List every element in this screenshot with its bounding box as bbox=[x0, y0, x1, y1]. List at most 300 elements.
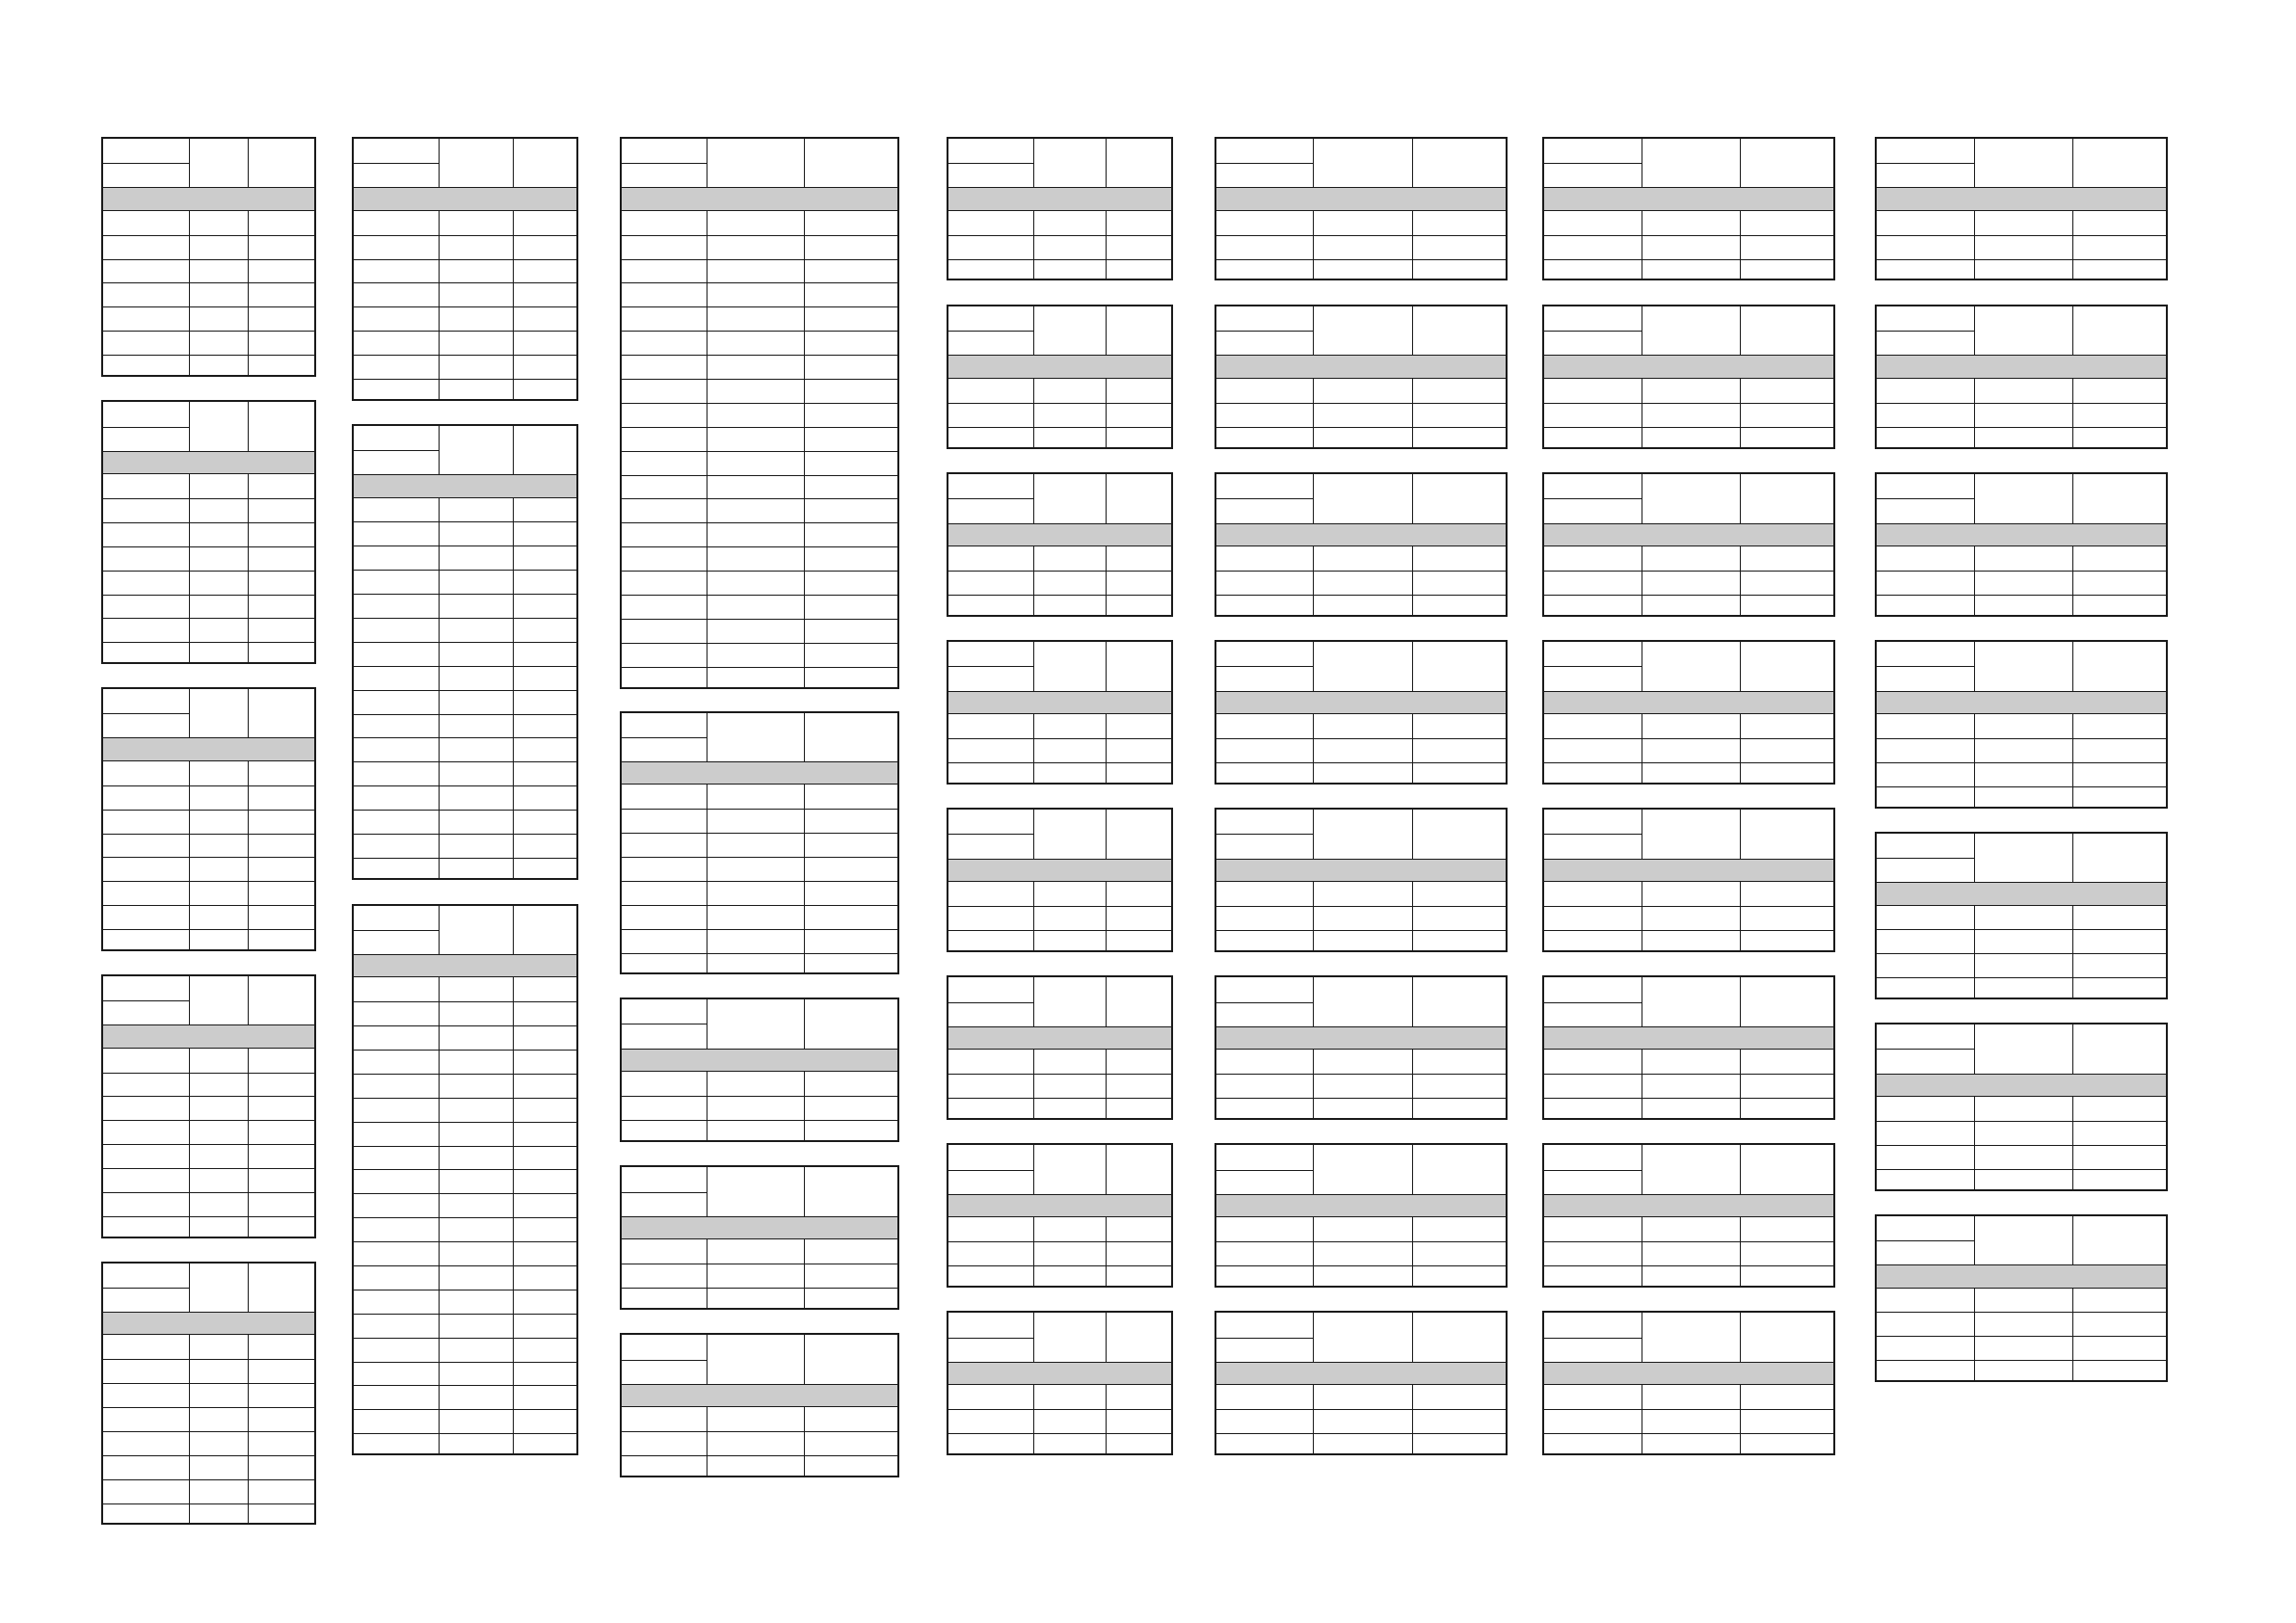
grid-table-c3-t2 bbox=[620, 711, 899, 975]
table-row-divider bbox=[103, 1144, 314, 1145]
column-divider bbox=[1313, 882, 1314, 950]
grid-table-c7-t2 bbox=[1875, 305, 2168, 448]
grid-table-c5-t2 bbox=[1215, 305, 1508, 448]
table-row-divider bbox=[1877, 953, 2166, 954]
column-divider bbox=[1106, 642, 1107, 690]
table-row-divider bbox=[103, 235, 314, 236]
table-row-divider bbox=[622, 498, 897, 499]
column-divider bbox=[1740, 882, 1741, 950]
table-row-divider bbox=[103, 1096, 314, 1097]
section-band bbox=[103, 451, 314, 474]
table-row-divider bbox=[354, 666, 576, 667]
column-divider bbox=[1313, 642, 1314, 690]
table-row-divider bbox=[622, 259, 897, 260]
column-divider bbox=[513, 139, 514, 187]
section-band bbox=[354, 954, 576, 977]
column-divider bbox=[2072, 714, 2073, 807]
header-subdivider bbox=[948, 331, 1034, 332]
table-row-divider bbox=[1216, 571, 1506, 572]
column-divider bbox=[1313, 714, 1314, 783]
table-row-divider bbox=[948, 571, 1171, 572]
column-divider bbox=[1033, 642, 1034, 690]
table-row-divider bbox=[622, 331, 897, 332]
table-row-divider bbox=[948, 762, 1171, 763]
grid-table-c6-t5 bbox=[1542, 808, 1835, 951]
table-row-divider bbox=[103, 810, 314, 811]
column-divider bbox=[1974, 546, 1975, 615]
table-row-divider bbox=[354, 618, 576, 619]
header-subdivider bbox=[1544, 163, 1642, 164]
column-divider bbox=[2072, 211, 2073, 279]
section-band bbox=[622, 187, 897, 210]
header-subdivider bbox=[622, 737, 707, 738]
header-subdivider bbox=[1877, 1240, 1974, 1241]
section-band bbox=[1216, 1026, 1506, 1050]
grid-table-c7-t4 bbox=[1875, 640, 2168, 808]
column-divider bbox=[248, 976, 249, 1024]
grid-table-c4-t8 bbox=[947, 1311, 1173, 1454]
table-row-divider bbox=[103, 1120, 314, 1121]
table-row-divider bbox=[354, 521, 576, 522]
table-row-divider bbox=[354, 1050, 576, 1051]
column-divider bbox=[1106, 977, 1107, 1025]
column-divider bbox=[248, 1049, 249, 1237]
table-row-divider bbox=[354, 355, 576, 356]
section-band bbox=[354, 474, 576, 497]
grid-table-c5-t4 bbox=[1215, 640, 1508, 784]
table-row-divider bbox=[948, 235, 1171, 236]
table-row-divider bbox=[1216, 930, 1506, 931]
table-row-divider bbox=[1877, 738, 2166, 739]
grid-table-c1-t2 bbox=[101, 400, 316, 664]
column-divider bbox=[189, 139, 190, 187]
table-row-divider bbox=[103, 1168, 314, 1169]
header-subdivider bbox=[1877, 163, 1974, 164]
table-row-divider bbox=[622, 427, 897, 428]
header-subdivider bbox=[948, 1338, 1034, 1339]
table-row-divider bbox=[1877, 1145, 2166, 1146]
grid-table-c6-t7 bbox=[1542, 1143, 1835, 1287]
column-divider bbox=[1412, 139, 1413, 187]
section-band bbox=[1544, 523, 1833, 546]
header-subdivider bbox=[948, 163, 1034, 164]
column-divider bbox=[1033, 211, 1034, 279]
column-divider bbox=[513, 211, 514, 399]
header-subdivider bbox=[1877, 666, 1974, 667]
table-row-divider bbox=[354, 1433, 576, 1434]
table-row-divider bbox=[1216, 1409, 1506, 1410]
table-row-divider bbox=[354, 331, 576, 332]
header-subdivider bbox=[1216, 834, 1314, 835]
table-row-divider bbox=[622, 1455, 897, 1456]
column-divider bbox=[2072, 834, 2073, 882]
table-row-divider bbox=[354, 1409, 576, 1410]
table-row-divider bbox=[103, 1455, 314, 1456]
header-subdivider bbox=[1544, 1338, 1642, 1339]
section-band bbox=[948, 1362, 1171, 1385]
column-divider bbox=[804, 785, 805, 972]
section-band bbox=[103, 1024, 314, 1048]
column-divider bbox=[1033, 1145, 1034, 1193]
table-row-divider bbox=[103, 306, 314, 307]
column-divider bbox=[513, 906, 514, 954]
header-subdivider bbox=[1544, 1002, 1642, 1003]
column-divider bbox=[439, 906, 440, 954]
table-row-divider bbox=[103, 881, 314, 882]
table-row-divider bbox=[622, 595, 897, 596]
grid-table-c4-t4 bbox=[947, 640, 1173, 784]
header-subdivider bbox=[1216, 1002, 1314, 1003]
section-band bbox=[1544, 691, 1833, 714]
column-divider bbox=[1974, 1289, 1975, 1381]
table-row-divider bbox=[1544, 738, 1833, 739]
column-divider bbox=[439, 211, 440, 399]
table-row-divider bbox=[622, 881, 897, 882]
column-divider bbox=[2072, 1289, 2073, 1381]
column-divider bbox=[1412, 306, 1413, 355]
column-divider bbox=[1313, 1385, 1314, 1453]
section-band bbox=[1877, 187, 2166, 210]
column-divider bbox=[1740, 1313, 1741, 1361]
header-subdivider bbox=[622, 163, 707, 164]
table-row-divider bbox=[354, 259, 576, 260]
column-divider bbox=[1033, 1050, 1034, 1118]
table-row-divider bbox=[103, 595, 314, 596]
column-divider bbox=[804, 139, 805, 187]
column-divider bbox=[1106, 546, 1107, 615]
table-row-divider bbox=[103, 571, 314, 572]
table-row-divider bbox=[1216, 1265, 1506, 1266]
table-row-divider bbox=[948, 906, 1171, 907]
column-divider bbox=[1313, 211, 1314, 279]
table-row-divider bbox=[354, 545, 576, 546]
table-row-divider bbox=[948, 595, 1171, 596]
grid-table-c4-t1 bbox=[947, 137, 1173, 280]
column-divider bbox=[1106, 1050, 1107, 1118]
header-subdivider bbox=[1216, 1170, 1314, 1171]
table-row-divider bbox=[1877, 1336, 2166, 1337]
column-divider bbox=[1740, 306, 1741, 355]
table-row-divider bbox=[103, 857, 314, 858]
grid-table-c7-t5 bbox=[1875, 832, 2168, 999]
table-row-divider bbox=[948, 1433, 1171, 1434]
table-row-divider bbox=[103, 1407, 314, 1408]
table-row-divider bbox=[103, 546, 314, 547]
table-row-divider bbox=[1544, 1098, 1833, 1099]
table-row-divider bbox=[103, 905, 314, 906]
column-divider bbox=[1974, 211, 1975, 279]
table-row-divider bbox=[622, 905, 897, 906]
column-divider bbox=[1033, 474, 1034, 522]
section-band bbox=[1544, 1362, 1833, 1385]
table-row-divider bbox=[622, 306, 897, 307]
section-band bbox=[948, 1026, 1171, 1050]
header-subdivider bbox=[1216, 1338, 1314, 1339]
grid-table-c6-t4 bbox=[1542, 640, 1835, 784]
column-divider bbox=[2072, 1216, 2073, 1264]
section-band bbox=[622, 1384, 897, 1407]
column-divider bbox=[1412, 1050, 1413, 1118]
column-divider bbox=[1740, 810, 1741, 858]
column-divider bbox=[1313, 1145, 1314, 1193]
table-row-divider bbox=[354, 714, 576, 715]
column-divider bbox=[1106, 1385, 1107, 1453]
section-band bbox=[622, 1216, 897, 1239]
table-row-divider bbox=[1877, 403, 2166, 404]
column-divider bbox=[804, 1407, 805, 1476]
column-divider bbox=[1033, 546, 1034, 615]
header-subdivider bbox=[948, 1002, 1034, 1003]
column-divider bbox=[1740, 474, 1741, 522]
grid-table-c7-t7 bbox=[1875, 1214, 2168, 1382]
section-band bbox=[103, 187, 314, 210]
header-subdivider bbox=[1877, 331, 1974, 332]
section-band bbox=[948, 523, 1171, 546]
column-divider bbox=[1033, 1313, 1034, 1361]
table-row-divider bbox=[622, 379, 897, 380]
table-row-divider bbox=[622, 571, 897, 572]
column-divider bbox=[1974, 1097, 1975, 1189]
column-divider bbox=[1974, 1024, 1975, 1073]
section-band bbox=[1877, 355, 2166, 378]
column-divider bbox=[1106, 1145, 1107, 1193]
column-divider bbox=[1412, 714, 1413, 783]
table-row-divider bbox=[354, 1074, 576, 1075]
table-row-divider bbox=[354, 858, 576, 859]
table-row-divider bbox=[1544, 571, 1833, 572]
table-row-divider bbox=[103, 1359, 314, 1360]
table-row-divider bbox=[354, 1001, 576, 1002]
table-row-divider bbox=[354, 235, 576, 236]
table-row-divider bbox=[1216, 906, 1506, 907]
column-divider bbox=[1033, 714, 1034, 783]
table-row-divider bbox=[622, 475, 897, 476]
column-divider bbox=[189, 761, 190, 949]
column-divider bbox=[2072, 642, 2073, 690]
table-row-divider bbox=[622, 643, 897, 644]
section-band bbox=[1216, 355, 1506, 378]
table-row-divider bbox=[1877, 259, 2166, 260]
grid-table-c3-t5 bbox=[620, 1333, 899, 1477]
grid-table-c4-t7 bbox=[947, 1143, 1173, 1287]
table-row-divider bbox=[622, 403, 897, 404]
table-row-divider bbox=[354, 690, 576, 691]
header-subdivider bbox=[1216, 498, 1314, 499]
column-divider bbox=[1740, 1145, 1741, 1193]
grid-table-c5-t1 bbox=[1215, 137, 1508, 280]
grid-table-c6-t2 bbox=[1542, 305, 1835, 448]
table-row-divider bbox=[103, 1431, 314, 1432]
column-divider bbox=[1974, 379, 1975, 447]
table-row-divider bbox=[1877, 1121, 2166, 1122]
column-divider bbox=[1033, 1385, 1034, 1453]
column-divider bbox=[804, 1335, 805, 1383]
header-subdivider bbox=[1544, 498, 1642, 499]
column-divider bbox=[248, 402, 249, 450]
grid-table-c5-t7 bbox=[1215, 1143, 1508, 1287]
section-band bbox=[1544, 1026, 1833, 1050]
column-divider bbox=[1106, 882, 1107, 950]
column-divider bbox=[1313, 977, 1314, 1025]
table-row-divider bbox=[103, 1383, 314, 1384]
column-divider bbox=[1974, 642, 1975, 690]
table-row-divider bbox=[1544, 930, 1833, 931]
table-row-divider bbox=[103, 1479, 314, 1480]
grid-table-c3-t4 bbox=[620, 1165, 899, 1309]
section-band bbox=[622, 1049, 897, 1072]
table-row-divider bbox=[354, 1314, 576, 1315]
column-divider bbox=[189, 1049, 190, 1237]
table-row-divider bbox=[103, 1073, 314, 1074]
table-row-divider bbox=[103, 785, 314, 786]
column-divider bbox=[1313, 546, 1314, 615]
header-subdivider bbox=[103, 427, 189, 428]
column-divider bbox=[189, 1335, 190, 1523]
grid-table-c2-t2 bbox=[352, 424, 578, 880]
table-row-divider bbox=[622, 1096, 897, 1097]
table-row-divider bbox=[354, 1338, 576, 1339]
table-row-divider bbox=[1216, 762, 1506, 763]
section-band bbox=[948, 355, 1171, 378]
section-band bbox=[1544, 187, 1833, 210]
header-subdivider bbox=[622, 1360, 707, 1361]
column-divider bbox=[1313, 139, 1314, 187]
column-divider bbox=[1033, 882, 1034, 950]
table-row-divider bbox=[103, 1216, 314, 1217]
header-subdivider bbox=[103, 163, 189, 164]
grid-table-c5-t3 bbox=[1215, 472, 1508, 616]
table-row-divider bbox=[1544, 762, 1833, 763]
table-row-divider bbox=[948, 259, 1171, 260]
column-divider bbox=[804, 1072, 805, 1140]
grid-table-c3-t3 bbox=[620, 998, 899, 1141]
column-divider bbox=[2072, 1097, 2073, 1189]
column-divider bbox=[1412, 977, 1413, 1025]
column-divider bbox=[1740, 642, 1741, 690]
table-row-divider bbox=[354, 282, 576, 283]
column-divider bbox=[2072, 306, 2073, 355]
grid-table-c1-t4 bbox=[101, 974, 316, 1238]
table-row-divider bbox=[354, 594, 576, 595]
table-row-divider bbox=[103, 259, 314, 260]
table-row-divider bbox=[103, 498, 314, 499]
table-row-divider bbox=[1544, 1409, 1833, 1410]
table-row-divider bbox=[622, 282, 897, 283]
column-divider bbox=[248, 1264, 249, 1312]
column-divider bbox=[1740, 211, 1741, 279]
table-row-divider bbox=[354, 1169, 576, 1170]
grid-table-c3-t1 bbox=[620, 137, 899, 689]
section-band bbox=[1544, 1194, 1833, 1217]
column-divider bbox=[1412, 882, 1413, 950]
table-row-divider bbox=[1216, 259, 1506, 260]
column-divider bbox=[1740, 1217, 1741, 1286]
column-divider bbox=[189, 474, 190, 662]
grid-table-c2-t3 bbox=[352, 904, 578, 1456]
column-divider bbox=[1740, 379, 1741, 447]
column-divider bbox=[1313, 379, 1314, 447]
table-row-divider bbox=[622, 355, 897, 356]
table-row-divider bbox=[948, 930, 1171, 931]
table-row-divider bbox=[354, 761, 576, 762]
table-row-divider bbox=[1544, 1265, 1833, 1266]
header-subdivider bbox=[354, 930, 440, 931]
header-subdivider bbox=[1216, 666, 1314, 667]
header-subdivider bbox=[103, 713, 189, 714]
table-row-divider bbox=[1216, 403, 1506, 404]
table-row-divider bbox=[948, 738, 1171, 739]
table-row-divider bbox=[948, 1074, 1171, 1075]
column-divider bbox=[804, 713, 805, 761]
table-row-divider bbox=[354, 570, 576, 571]
column-divider bbox=[1974, 474, 1975, 522]
table-row-divider bbox=[1544, 595, 1833, 596]
table-row-divider bbox=[354, 785, 576, 786]
table-row-divider bbox=[1877, 1312, 2166, 1313]
table-row-divider bbox=[622, 619, 897, 620]
column-divider bbox=[1412, 1385, 1413, 1453]
column-divider bbox=[1740, 139, 1741, 187]
table-row-divider bbox=[103, 1503, 314, 1504]
table-row-divider bbox=[354, 1362, 576, 1363]
table-row-divider bbox=[1216, 1098, 1506, 1099]
column-divider bbox=[439, 498, 440, 878]
table-row-divider bbox=[1877, 929, 2166, 930]
column-divider bbox=[2072, 379, 2073, 447]
table-row-divider bbox=[1877, 235, 2166, 236]
column-divider bbox=[1313, 1050, 1314, 1118]
table-row-divider bbox=[103, 1192, 314, 1193]
column-divider bbox=[1106, 211, 1107, 279]
column-divider bbox=[248, 689, 249, 737]
table-row-divider bbox=[1216, 427, 1506, 428]
grid-table-c4-t6 bbox=[947, 975, 1173, 1119]
section-band bbox=[354, 187, 576, 210]
column-divider bbox=[2072, 546, 2073, 615]
column-divider bbox=[1974, 1216, 1975, 1264]
header-subdivider bbox=[948, 834, 1034, 835]
table-row-divider bbox=[622, 833, 897, 834]
section-band bbox=[1216, 187, 1506, 210]
header-subdivider bbox=[354, 450, 440, 451]
column-divider bbox=[1412, 1313, 1413, 1361]
section-band bbox=[1877, 523, 2166, 546]
column-divider bbox=[1106, 306, 1107, 355]
table-row-divider bbox=[354, 1193, 576, 1194]
grid-table-c6-t6 bbox=[1542, 975, 1835, 1119]
section-band bbox=[948, 1194, 1171, 1217]
table-row-divider bbox=[1877, 571, 2166, 572]
column-divider bbox=[1412, 546, 1413, 615]
table-row-divider bbox=[103, 929, 314, 930]
table-row-divider bbox=[354, 1146, 576, 1147]
column-divider bbox=[1974, 714, 1975, 807]
header-subdivider bbox=[948, 1170, 1034, 1171]
table-row-divider bbox=[354, 306, 576, 307]
header-subdivider bbox=[1216, 331, 1314, 332]
table-row-divider bbox=[1877, 427, 2166, 428]
table-row-divider bbox=[622, 929, 897, 930]
header-subdivider bbox=[1544, 331, 1642, 332]
header-subdivider bbox=[1544, 834, 1642, 835]
table-row-divider bbox=[1544, 1074, 1833, 1075]
column-divider bbox=[1412, 1217, 1413, 1286]
column-divider bbox=[804, 1239, 805, 1308]
table-row-divider bbox=[1544, 259, 1833, 260]
grid-table-c4-t3 bbox=[947, 472, 1173, 616]
table-row-divider bbox=[1877, 786, 2166, 787]
grid-table-c7-t3 bbox=[1875, 472, 2168, 616]
